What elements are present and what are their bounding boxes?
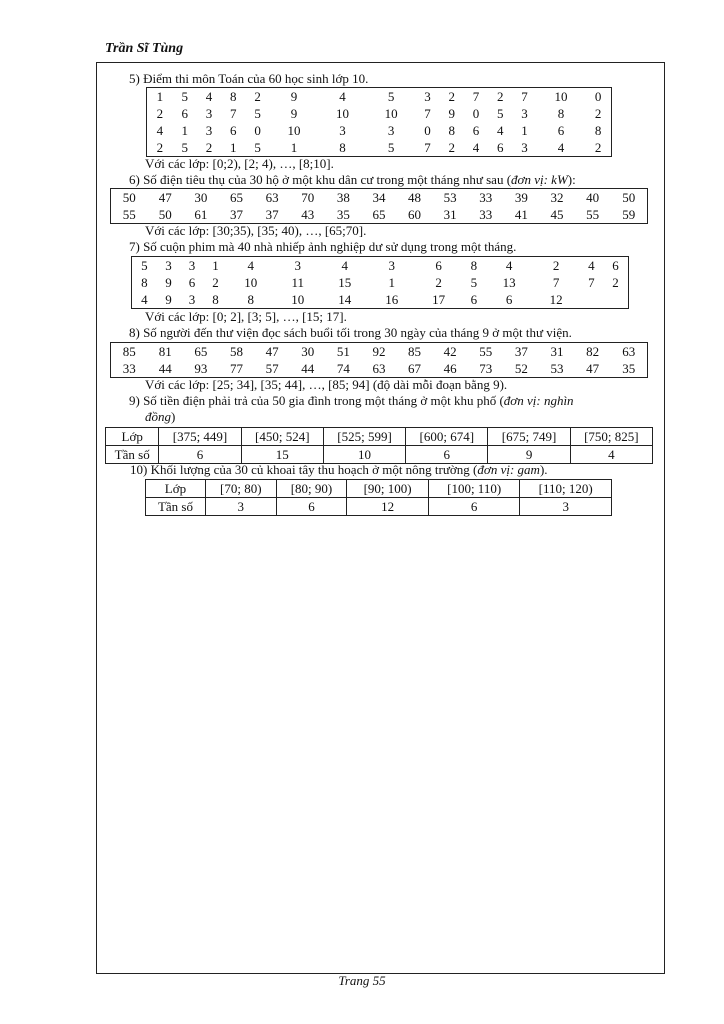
problem-10-frequency-table: [145, 479, 612, 516]
table-cell: 5: [387, 89, 395, 104]
table-cell: 6: [406, 446, 488, 464]
table-cell: 9: [290, 106, 298, 121]
table-cell: 10: [554, 89, 568, 104]
table-cell: 2: [156, 140, 164, 155]
table-cell: Tần số: [146, 498, 206, 516]
table-row: [146, 480, 612, 498]
table-cell: 3: [520, 498, 612, 516]
table-cell: 2: [254, 89, 261, 104]
table-cell: [100; 110): [428, 480, 520, 498]
table-cell: 5: [181, 140, 189, 155]
table-cell: 6: [159, 446, 241, 464]
table-cell: 59: [622, 207, 636, 222]
table-cell: 7: [424, 140, 431, 155]
table-cell: 0: [472, 106, 480, 121]
table-cell: 2: [497, 89, 504, 104]
problem-9-frequency-table: [105, 427, 653, 464]
table-row: [106, 446, 653, 464]
table-row: [132, 257, 629, 275]
table-row: [111, 343, 648, 361]
table-cell: 55: [479, 344, 493, 359]
table-cell: 37: [230, 207, 243, 222]
table-cell: 63: [265, 190, 279, 205]
table-cell: 57: [265, 361, 279, 376]
table-cell: 65: [372, 207, 386, 222]
table-row: [146, 498, 612, 516]
problem-6-classes: Với các lớp: [30;35), [35; 40), …, [65;70].: [145, 223, 367, 238]
table-cell: 5: [470, 275, 478, 290]
table-cell: 7: [472, 89, 480, 104]
table-cell: 13: [502, 275, 516, 290]
table-cell: 50: [122, 190, 136, 205]
problem-9-title-line2: đồng): [145, 409, 176, 424]
table-row: [111, 189, 648, 207]
table-cell: [80; 90): [276, 480, 347, 498]
table-row: [147, 88, 612, 106]
table-cell: 70: [301, 190, 315, 205]
table-cell: 2: [156, 106, 164, 121]
table-cell: 58: [230, 344, 243, 359]
table-cell: 38: [336, 190, 350, 205]
problem-10-title: 10) Khối lượng của 30 củ khoai tây thu hoạch ở một nông trường (đơn vị: gam).: [130, 462, 548, 477]
table-cell: 10: [244, 275, 258, 290]
table-cell: 4: [247, 258, 254, 273]
table-row: [132, 291, 629, 309]
table-cell: 14: [338, 292, 352, 307]
table-cell: 3: [294, 258, 301, 273]
table-row: [147, 139, 612, 157]
table-cell: 3: [521, 140, 528, 155]
table-cell: 60: [408, 207, 422, 222]
table-cell: 47: [586, 361, 600, 376]
problem-5-classes: Với các lớp: [0;2), [2; 4), …, [8;10].: [145, 156, 334, 171]
table-cell: 8: [470, 258, 478, 273]
table-cell: 5: [141, 258, 148, 273]
table-cell: 2: [435, 275, 442, 290]
table-cell: 44: [158, 361, 172, 376]
table-row: [111, 360, 648, 378]
table-cell: 8: [212, 292, 219, 307]
table-cell: 30: [194, 190, 208, 205]
table-cell: 1: [181, 123, 189, 138]
table-cell: 37: [514, 344, 528, 359]
table-cell: [600; 674]: [406, 428, 488, 446]
table-cell: 4: [588, 258, 595, 273]
table-cell: 2: [448, 89, 455, 104]
table-cell: 40: [586, 190, 600, 205]
table-cell: 10: [323, 446, 405, 464]
problem-7-data-table: [131, 256, 629, 309]
table-cell: 3: [205, 498, 276, 516]
table-cell: 4: [505, 258, 513, 273]
table-cell: 30: [301, 344, 315, 359]
table-cell: 3: [165, 258, 172, 273]
table-cell: 8: [339, 140, 346, 155]
table-cell: 6: [557, 123, 565, 138]
table-cell: 5: [497, 106, 504, 121]
table-cell: 44: [301, 361, 315, 376]
table-cell: 61: [194, 207, 208, 222]
table-cell: 51: [336, 344, 350, 359]
table-cell: 67: [408, 361, 422, 376]
table-cell: 6: [472, 123, 480, 138]
table-cell: 3: [205, 106, 213, 121]
table-cell: 2: [612, 275, 619, 290]
table-cell: 4: [141, 292, 148, 307]
table-cell: 1: [230, 140, 237, 155]
table-cell: 3: [424, 89, 431, 104]
table-cell: 45: [550, 207, 564, 222]
table-cell: 12: [347, 498, 429, 516]
table-cell: 8: [230, 89, 237, 104]
table-cell: 7: [552, 275, 560, 290]
table-cell: 85: [408, 344, 422, 359]
table-cell: 4: [339, 89, 346, 104]
table-cell: Lớp: [106, 428, 159, 446]
page-number: Trang 55: [338, 973, 386, 988]
table-cell: 8: [141, 275, 148, 290]
table-cell: 5: [181, 89, 189, 104]
table-cell: [603, 291, 628, 309]
table-cell: [525; 599]: [323, 428, 405, 446]
table-cell: 3: [521, 106, 528, 121]
problem-6-title: 6) Số điện tiêu thụ của 30 hộ ở một khu dân cư trong một tháng như sau (đơn vị: kW):: [129, 172, 576, 187]
table-cell: 6: [276, 498, 347, 516]
table-cell: [70; 80): [205, 480, 276, 498]
table-cell: 3: [205, 123, 213, 138]
table-row: [132, 274, 629, 291]
table-cell: 2: [552, 258, 560, 273]
table-cell: [375; 449]: [159, 428, 241, 446]
table-cell: 48: [408, 190, 422, 205]
table-cell: 31: [550, 344, 564, 359]
table-cell: 9: [165, 292, 172, 307]
table-cell: 4: [472, 140, 480, 155]
table-cell: 82: [586, 344, 600, 359]
table-cell: 4: [156, 123, 164, 138]
table-cell: 39: [514, 190, 528, 205]
problem-8-classes: Với các lớp: [25; 34], [35; 44], …, [85; 94] (độ dài mỗi đoạn bằng 9).: [145, 377, 508, 392]
table-cell: 1: [290, 140, 298, 155]
author-header: Trần Sĩ Tùng: [105, 41, 184, 56]
table-cell: 85: [122, 344, 136, 359]
table-cell: 15: [338, 275, 352, 290]
table-cell: 2: [212, 275, 219, 290]
table-cell: 53: [550, 361, 564, 376]
table-cell: 11: [291, 275, 304, 290]
problem-7-classes: Với các lớp: [0; 2], [3; 5], …, [15; 17].: [145, 309, 347, 324]
problem-8-data-table: [110, 342, 648, 378]
table-cell: [580, 291, 603, 309]
table-cell: 63: [622, 344, 636, 359]
table-cell: 50: [622, 190, 636, 205]
table-cell: 7: [521, 89, 528, 104]
table-cell: 4: [341, 258, 348, 273]
table-cell: 0: [254, 123, 261, 138]
table-cell: 4: [497, 123, 504, 138]
problem-6-data-table: [110, 188, 648, 224]
table-cell: 33: [122, 361, 136, 376]
table-cell: 81: [158, 344, 172, 359]
table-cell: 73: [479, 361, 493, 376]
table-cell: 50: [158, 207, 172, 222]
table-cell: 37: [265, 207, 279, 222]
table-cell: 7: [588, 275, 595, 290]
table-cell: 93: [194, 361, 208, 376]
table-cell: 10: [384, 106, 398, 121]
table-cell: 8: [448, 123, 455, 138]
table-row: [147, 105, 612, 122]
table-cell: 55: [586, 207, 600, 222]
table-cell: 5: [254, 140, 261, 155]
table-cell: 33: [479, 190, 493, 205]
table-cell: 16: [385, 292, 399, 307]
table-cell: 1: [388, 275, 395, 290]
table-cell: 6: [230, 123, 237, 138]
table-cell: 32: [550, 190, 564, 205]
table-cell: 52: [514, 361, 528, 376]
table-row: [111, 206, 648, 224]
table-cell: 35: [622, 361, 636, 376]
table-cell: 41: [514, 207, 528, 222]
table-cell: 31: [443, 207, 457, 222]
table-cell: [110; 120): [520, 480, 612, 498]
table-cell: 9: [448, 106, 455, 121]
table-cell: 74: [336, 361, 350, 376]
table-row: [106, 428, 653, 446]
table-cell: 0: [424, 123, 431, 138]
table-cell: 3: [188, 292, 196, 307]
table-cell: 5: [387, 140, 395, 155]
table-cell: 65: [230, 190, 243, 205]
table-cell: 15: [241, 446, 323, 464]
table-cell: 3: [387, 123, 395, 138]
problem-5-data-table: [146, 87, 612, 157]
table-cell: 34: [372, 190, 386, 205]
table-cell: Lớp: [146, 480, 206, 498]
table-cell: 6: [505, 292, 513, 307]
problem-7-title: 7) Số cuộn phim mà 40 nhà nhiếp ảnh nghiệp dư sử dụng trong một tháng.: [129, 239, 517, 254]
table-cell: 35: [336, 207, 350, 222]
table-cell: 9: [165, 275, 172, 290]
table-cell: 4: [570, 446, 652, 464]
table-cell: 92: [372, 344, 386, 359]
table-cell: 6: [470, 292, 478, 307]
table-cell: 3: [388, 258, 395, 273]
table-cell: 1: [156, 89, 164, 104]
table-cell: 6: [435, 258, 442, 273]
table-cell: 2: [448, 140, 455, 155]
table-cell: [675; 749]: [488, 428, 570, 446]
table-cell: [450; 524]: [241, 428, 323, 446]
table-cell: 42: [443, 344, 457, 359]
table-cell: 4: [205, 89, 213, 104]
table-cell: 6: [188, 275, 196, 290]
table-cell: 46: [443, 361, 457, 376]
table-cell: 63: [372, 361, 386, 376]
table-cell: 10: [291, 292, 305, 307]
problem-8-title: 8) Số người đến thư viện đọc sách buổi tối trong 30 ngày của tháng 9 ở một thư viện.: [129, 325, 572, 340]
table-cell: 6: [181, 106, 189, 121]
table-cell: 8: [594, 123, 602, 138]
table-cell: 5: [254, 106, 261, 121]
problem-5-title: 5) Điểm thi môn Toán của 60 học sinh lớp 10.: [129, 71, 369, 86]
problem-9-title-line1: 9) Số tiền điện phải trả của 50 gia đình trong một tháng ở một khu phố (đơn vị: nghìn: [129, 393, 574, 408]
table-cell: 33: [479, 207, 493, 222]
table-cell: 43: [301, 207, 315, 222]
table-cell: 1: [521, 123, 528, 138]
table-cell: 10: [287, 123, 301, 138]
table-cell: 55: [122, 207, 136, 222]
table-cell: 7: [424, 106, 431, 121]
table-cell: 10: [336, 106, 350, 121]
table-cell: 9: [488, 446, 570, 464]
table-cell: 9: [290, 89, 298, 104]
table-cell: 6: [497, 140, 504, 155]
table-cell: 3: [339, 123, 346, 138]
table-cell: [750; 825]: [570, 428, 652, 446]
table-cell: 7: [230, 106, 237, 121]
table-cell: 2: [594, 106, 602, 121]
table-cell: 2: [594, 140, 602, 155]
table-cell: 8: [247, 292, 254, 307]
table-cell: 2: [205, 140, 213, 155]
table-cell: 6: [428, 498, 520, 516]
table-row: [147, 122, 612, 139]
table-cell: 4: [557, 140, 565, 155]
table-cell: 77: [230, 361, 243, 376]
table-cell: 65: [194, 344, 208, 359]
table-cell: 53: [443, 190, 457, 205]
table-cell: 17: [432, 292, 446, 307]
table-cell: 8: [557, 106, 565, 121]
table-cell: [90; 100): [347, 480, 429, 498]
table-cell: 0: [594, 89, 602, 104]
table-cell: Tần số: [106, 446, 159, 464]
table-cell: 3: [188, 258, 196, 273]
table-cell: 12: [549, 292, 563, 307]
table-cell: 47: [265, 344, 279, 359]
table-cell: 1: [212, 258, 219, 273]
table-cell: 6: [612, 258, 619, 273]
table-cell: 47: [158, 190, 172, 205]
